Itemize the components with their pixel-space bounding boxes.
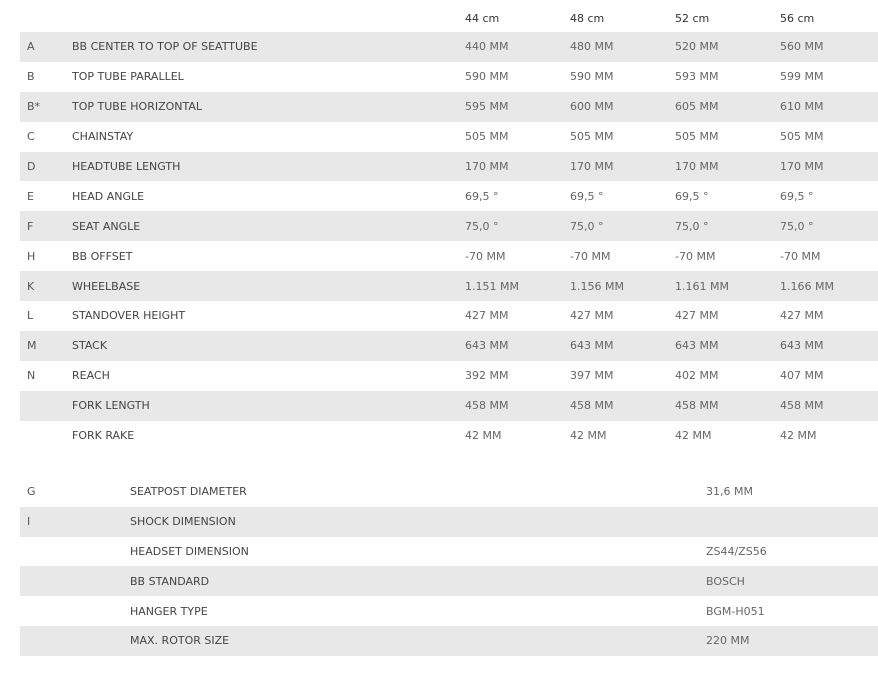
spec-code bbox=[20, 596, 130, 626]
spec-row bbox=[20, 507, 878, 537]
geometry-value: 170 MM bbox=[465, 152, 570, 182]
spec-code: I bbox=[20, 507, 130, 537]
spec-row bbox=[20, 537, 878, 567]
spec-code bbox=[20, 566, 130, 596]
geometry-value: 590 MM bbox=[570, 70, 614, 84]
geometry-value: 1.151 MM bbox=[465, 271, 570, 301]
geometry-label: BB OFFSET bbox=[72, 249, 133, 263]
geometry-value: 643 MM bbox=[675, 331, 780, 361]
geometry-value: 1.161 MM bbox=[675, 271, 780, 301]
geometry-row bbox=[20, 122, 878, 152]
geometry-value: -70 MM bbox=[675, 249, 716, 263]
geometry-table-body bbox=[20, 32, 878, 450]
geometry-value: -70 MM bbox=[570, 249, 611, 263]
geometry-value: 480 MM bbox=[570, 32, 675, 62]
geometry-row bbox=[20, 421, 878, 451]
geometry-value: 505 MM bbox=[465, 130, 509, 144]
geometry-value: 643 MM bbox=[780, 331, 878, 361]
geometry-value: 42 MM bbox=[465, 429, 502, 443]
geometry-value: 170 MM bbox=[675, 152, 780, 182]
geometry-value: 75,0 ° bbox=[465, 211, 570, 241]
spec-table-body bbox=[20, 477, 878, 656]
geometry-code: H bbox=[27, 249, 36, 263]
geometry-label: FORK RAKE bbox=[72, 429, 135, 443]
geometry-code: A bbox=[20, 32, 72, 62]
geometry-value: 397 MM bbox=[570, 369, 614, 383]
geometry-label: STANDOVER HEIGHT bbox=[72, 309, 186, 323]
geometry-code: F bbox=[20, 211, 72, 241]
geometry-value: 599 MM bbox=[780, 70, 824, 84]
geometry-value: 69,5 ° bbox=[675, 189, 709, 203]
geometry-label: TOP TUBE PARALLEL bbox=[72, 70, 184, 84]
geometry-value: 610 MM bbox=[780, 92, 878, 122]
geometry-value: 42 MM bbox=[780, 429, 817, 443]
spec-label: SEATPOST DIAMETER bbox=[130, 485, 247, 499]
geometry-row bbox=[20, 62, 878, 92]
geometry-value: 42 MM bbox=[570, 429, 607, 443]
geometry-value: 407 MM bbox=[780, 369, 824, 383]
geometry-value: 595 MM bbox=[465, 92, 570, 122]
header-size-56: 56 cm bbox=[780, 11, 815, 25]
geometry-code: B* bbox=[20, 92, 72, 122]
geometry-code bbox=[20, 421, 72, 451]
geometry-label: FORK LENGTH bbox=[72, 391, 465, 421]
geometry-value: 505 MM bbox=[570, 130, 614, 144]
geometry-value: 392 MM bbox=[465, 369, 509, 383]
spec-code bbox=[20, 537, 130, 567]
geometry-value: 427 MM bbox=[570, 309, 614, 323]
geometry-value: -70 MM bbox=[465, 249, 506, 263]
geometry-label: STACK bbox=[72, 331, 465, 361]
spec-row bbox=[20, 626, 878, 656]
geometry-value: -70 MM bbox=[780, 249, 821, 263]
geometry-value: 605 MM bbox=[675, 92, 780, 122]
geometry-label: SEAT ANGLE bbox=[72, 211, 465, 241]
geometry-code: L bbox=[27, 309, 34, 323]
geometry-value: 600 MM bbox=[570, 92, 675, 122]
spec-row bbox=[20, 596, 878, 626]
geometry-row bbox=[20, 211, 878, 241]
geometry-code: M bbox=[20, 331, 72, 361]
geometry-label: CHAINSTAY bbox=[72, 130, 134, 144]
spec-value: 220 MM bbox=[706, 626, 878, 656]
header-empty-label bbox=[72, 4, 465, 32]
geometry-value: 458 MM bbox=[780, 391, 878, 421]
geometry-row bbox=[20, 32, 878, 62]
geometry-value: 75,0 ° bbox=[780, 211, 878, 241]
spec-value: BOSCH bbox=[706, 566, 878, 596]
geometry-code: C bbox=[27, 130, 35, 144]
geometry-value: 170 MM bbox=[570, 152, 675, 182]
geometry-code: K bbox=[20, 271, 72, 301]
geometry-value: 75,0 ° bbox=[570, 211, 675, 241]
geometry-value: 505 MM bbox=[780, 130, 824, 144]
geometry-value: 427 MM bbox=[465, 309, 509, 323]
header-size-52: 52 cm bbox=[675, 11, 710, 25]
geometry-value: 42 MM bbox=[675, 429, 712, 443]
geometry-value: 1.156 MM bbox=[570, 271, 675, 301]
geometry-value: 505 MM bbox=[675, 130, 719, 144]
geometry-row bbox=[20, 271, 878, 301]
spec-row bbox=[20, 566, 878, 596]
geometry-code: D bbox=[20, 152, 72, 182]
geometry-row bbox=[20, 331, 878, 361]
spec-code: G bbox=[27, 485, 36, 499]
geometry-value: 69,5 ° bbox=[465, 189, 499, 203]
geometry-code: B bbox=[27, 70, 35, 84]
geometry-value: 1.166 MM bbox=[780, 271, 878, 301]
spec-table bbox=[20, 477, 878, 656]
geometry-value: 643 MM bbox=[570, 331, 675, 361]
geometry-value: 69,5 ° bbox=[570, 189, 604, 203]
spec-label: BB STANDARD bbox=[130, 566, 706, 596]
spec-label: SHOCK DIMENSION bbox=[130, 507, 706, 537]
geometry-label: REACH bbox=[72, 369, 110, 383]
spec-value: ZS44/ZS56 bbox=[706, 544, 767, 558]
geometry-label: HEAD ANGLE bbox=[72, 189, 145, 203]
geometry-value: 440 MM bbox=[465, 32, 570, 62]
geometry-code: E bbox=[27, 189, 34, 203]
geometry-row bbox=[20, 181, 878, 211]
geometry-row bbox=[20, 241, 878, 271]
geometry-table bbox=[20, 4, 878, 450]
geometry-value: 458 MM bbox=[675, 391, 780, 421]
geometry-value: 458 MM bbox=[465, 391, 570, 421]
geometry-code: N bbox=[27, 369, 36, 383]
spec-value: 31,6 MM bbox=[706, 485, 753, 499]
geometry-value: 170 MM bbox=[780, 152, 878, 182]
spec-value: BGM-H051 bbox=[706, 604, 765, 618]
geometry-label: HEADTUBE LENGTH bbox=[72, 152, 465, 182]
geometry-header-row bbox=[20, 4, 878, 32]
spec-value bbox=[706, 507, 878, 537]
geometry-row bbox=[20, 361, 878, 391]
header-empty-code bbox=[20, 4, 72, 32]
geometry-label: WHEELBASE bbox=[72, 271, 465, 301]
geometry-value: 427 MM bbox=[675, 309, 719, 323]
geometry-value: 458 MM bbox=[570, 391, 675, 421]
geometry-value: 643 MM bbox=[465, 331, 570, 361]
geometry-value: 427 MM bbox=[780, 309, 824, 323]
geometry-value: 75,0 ° bbox=[675, 211, 780, 241]
header-size-48: 48 cm bbox=[570, 11, 605, 25]
spec-code bbox=[20, 626, 130, 656]
geometry-label: BB CENTER TO TOP OF SEATTUBE bbox=[72, 32, 465, 62]
geometry-value: 520 MM bbox=[675, 32, 780, 62]
geometry-row bbox=[20, 301, 878, 331]
geometry-value: 402 MM bbox=[675, 369, 719, 383]
geometry-value: 590 MM bbox=[465, 70, 509, 84]
geometry-row bbox=[20, 92, 878, 122]
header-size-44: 44 cm bbox=[465, 11, 500, 25]
geometry-row bbox=[20, 152, 878, 182]
spec-label: HEADSET DIMENSION bbox=[130, 544, 249, 558]
spec-row bbox=[20, 477, 878, 507]
geometry-row bbox=[20, 391, 878, 421]
spec-label: MAX. ROTOR SIZE bbox=[130, 626, 706, 656]
geometry-value: 69,5 ° bbox=[780, 189, 814, 203]
geometry-label: TOP TUBE HORIZONTAL bbox=[72, 92, 465, 122]
spec-label: HANGER TYPE bbox=[130, 604, 208, 618]
geometry-value: 560 MM bbox=[780, 32, 878, 62]
geometry-value: 593 MM bbox=[675, 70, 719, 84]
geometry-code bbox=[20, 391, 72, 421]
